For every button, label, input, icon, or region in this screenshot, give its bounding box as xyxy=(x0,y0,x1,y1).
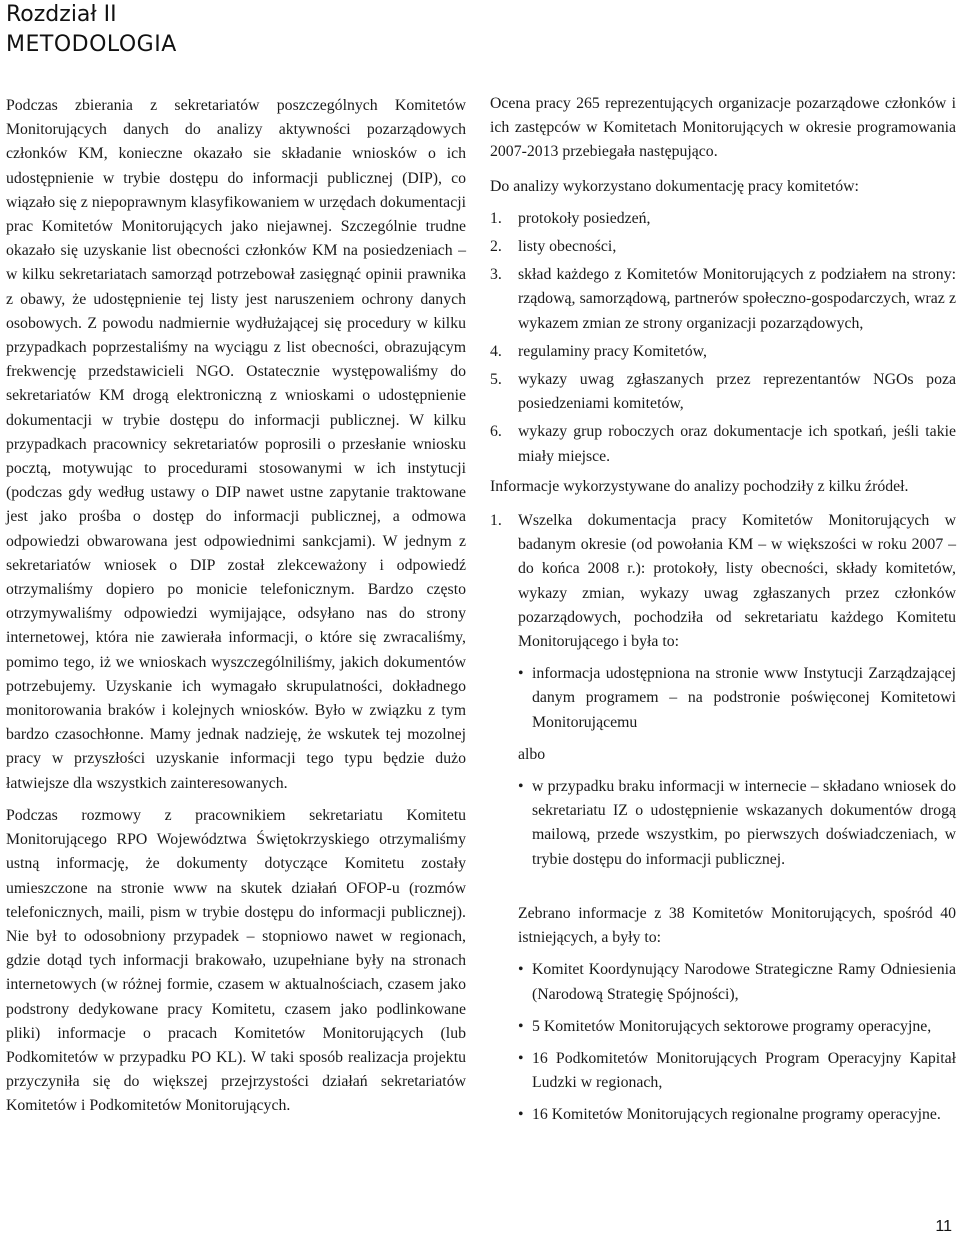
list-text: protokoły posiedzeń, xyxy=(518,209,651,227)
list-text: 16 Komitetów Monitorujących regionalne programy operacyjne. xyxy=(532,1106,941,1124)
list-text: 16 Podkomitetów Monitorujących Program Operacyjny Kapitał Ludzki w regionach, xyxy=(532,1049,956,1092)
list-item xyxy=(518,958,956,1006)
list-item xyxy=(518,1047,956,1095)
list-item xyxy=(490,420,956,468)
bullet-icon: • xyxy=(518,665,524,683)
list-number: 1. xyxy=(490,209,502,227)
list-number: 1. xyxy=(490,512,502,530)
bullet-icon: • xyxy=(518,961,524,979)
list-number: 2. xyxy=(490,238,502,256)
bullet-icon: • xyxy=(518,1106,524,1124)
paragraph-sekretariaty: Podczas zbierania z sekretariatów poszczególnych Komitetów Monitorujących danych do analizy aktywności pozarządowych członków KM, konieczne okazało sie składanie wniosków o ich udostępnienie w trybie dostępu do informacji publicznej (DIP), co wiązało się z niepoprawnym klasyfikowaniem w urzędach dokumentacji prac Komitetów Monitorujących jako niejawnej. Szczególnie trudne okazało się uzyskanie list obecności członków KM na posiedzeniach – w kilku sekretariatach samorząd potrzebował zasięgnąć opinii prawnika z obawy, że udostępnienie tej listy jest naruszeniem ochrony danych osobowych. Z powodu nadmiernie wydłużającej się procedury w kilku przypadkach poprzestaliśmy na wyciągu z list obecności, obrazującym frekwencję przedstawicieli NGO. Ostatecznie występowaliśmy do sekretariatów KM drogą elektroniczną z wnioskami o udostępnienie dokumentacji w trybie dostępu do informacji publicznej. W kilku przypadkach pracownicy sekretariatów poprosili o przesłanie wniosku pocztą, motywując to procedurami stosowanymi w ich instytucji (podczas gdy według ustawy o DIP nawet ustne zapytanie traktowane jest jako prośba o dostęp do informacji publicznej, a odmowa odpowiedzi obwarowana jest odpowiednimi sankcjami). W jednym z sekretariatów wniosek o DIP został zlekceważony i odpowiedź otrzymaliśmy dopiero po monicie telefonicznym. Bardzo często otrzymywaliśmy odpowiedzi wymijające, odsyłano nas do strony internetowej, która nie zawierała informacji, o które się zwracaliśmy, pomimo tego, iż we wnioskach wyszczególniliśmy, jakich dokumentów potrzebujemy. Uzyskanie ich wymagało skrupulatności, dokładnego monitorowania braków i kolejnych wniosków. Było w związku z tym bardzo czasochłonne. Mamy jednak nadzieję, że wskutek tej mozolnej pracy w przyszłości uzyskanie informacji tego typu będzie dużo łatwiejsze dla wszystkich zainteresowanych. xyxy=(6,97,466,792)
sources-list xyxy=(490,509,956,654)
left-column xyxy=(6,94,466,1119)
list-item xyxy=(518,1103,956,1127)
bullet-icon: • xyxy=(518,1017,524,1035)
list-number: 5. xyxy=(490,371,502,389)
source-options-list xyxy=(518,662,956,735)
right-column xyxy=(490,92,956,1136)
list-item xyxy=(518,662,956,735)
paragraph-rozmowa: Podczas rozmowy z pracownikiem sekretariatu Komitetu Monitorującego RPO Województwa Świętokrzyskiego otrzymaliśmy ustną informację, że dokumenty dotyczące Komitetu zostały umieszczone na stronie www na skutek działań OFOP-u (rozmów telefonicznych, maili, pism w trybie dostępu do informacji publicznej). Nie był to odosobniony przypadek – stopniowo nawet w regionach, gdzie dotąd tych informacji brakowało, uzupełniane były na stronach internetowych (w różnej formie, czasem w aktualnościach, czasem jako podstrony dedykowane pracy Komitetu, czasem jako podlinkowane pliki) informacje o pracach Komitetów Monitorujących (lub Podkomitetów w przypadku PO KL). W taki sposób realizacja projektu przyczyniła się do większej przejrzystości działań sekretariatów Komitetów i Podkomitetów Monitorujących. xyxy=(6,806,466,1115)
sources-intro: Informacje wykorzystywane do analizy pochodziły z kilku źródeł. xyxy=(490,477,909,495)
list-text: 5 Komitetów Monitorujących sektorowe programy operacyjne, xyxy=(532,1017,932,1035)
list-item xyxy=(490,509,956,654)
intro-paragraph: Ocena pracy 265 reprezentujących organizacje pozarządowe członków i ich zastępców w Komitetach Monitorujących w okresie programowania 2007-2013 przebiegała następująco. xyxy=(490,95,956,161)
list-text: wykazy uwag zgłaszanych przez reprezentantów NGOs poza posiedzeniami komitetów, xyxy=(518,371,956,413)
chapter-title: METODOLOGIA xyxy=(6,32,177,57)
list-item xyxy=(490,340,956,364)
list-item xyxy=(490,263,956,336)
list-number: 3. xyxy=(490,266,502,284)
list-number: 4. xyxy=(490,342,502,360)
list-item xyxy=(518,1015,956,1039)
list-text: wykazy grup roboczych oraz dokumentacje ich spotkań, jeśli takie miały miejsce. xyxy=(518,423,956,465)
chapter-label: Rozdział II xyxy=(6,2,117,27)
list-text: Komitet Koordynujący Narodowe Strategiczne Ramy Odniesienia (Narodową Strategię Spójności), xyxy=(532,961,956,1003)
list-item xyxy=(490,368,956,416)
list-text: w przypadku braku informacji w internecie – składano wniosek do sekretariatu IZ o udostępnienie wskazanych dokumentów drogą mailową, przede wszystkim, po pierwszych doświadczeniach, w trybie dostępu do informacji publicznej. xyxy=(532,778,956,868)
page-number: 11 xyxy=(935,1218,952,1235)
bullet-icon: • xyxy=(518,778,524,796)
list-text: informacja udostępniona na stronie www Instytucji Zarządzającej danym programem – na podstronie poświęconej Komitetowi Monitorującemu xyxy=(532,665,956,731)
zebrano-paragraph: Zebrano informacje z 38 Komitetów Monitorujących, spośród 40 istniejących, a były to: xyxy=(518,904,956,947)
list-text: Wszelka dokumentacja pracy Komitetów Monitorujących w badanym okresie (od powołania KM – w większości w roku 2007 – do końca 2008 r.): protokoły, listy obecności, składy komitetów, wykazy zmian, wykazy uwag zgłaszanych przez członków pozarządowych, pochodziła od sekretariatu każdego Komitetu Monitorującego i była to: xyxy=(518,512,956,651)
albo-text: albo xyxy=(518,745,546,763)
list-item xyxy=(518,775,956,872)
list-text: skład każdego z Komitetów Monitorujących z podziałem na strony: rządową, samorządową, partnerów społeczno-gospodarczych, wraz z wykazem zmian ze strony organizacji pozarządowych, xyxy=(518,266,956,332)
docs-heading: Do analizy wykorzystano dokumentację pracy komitetów: xyxy=(490,177,859,195)
list-item xyxy=(490,207,956,231)
bullet-icon: • xyxy=(518,1049,524,1067)
list-item xyxy=(490,235,956,259)
list-number: 6. xyxy=(490,423,502,441)
list-text: listy obecności, xyxy=(518,238,617,256)
list-text: regulaminy pracy Komitetów, xyxy=(518,342,707,360)
source-options-list-2 xyxy=(518,775,956,872)
docs-list xyxy=(490,207,956,469)
committees-list xyxy=(518,958,956,1127)
